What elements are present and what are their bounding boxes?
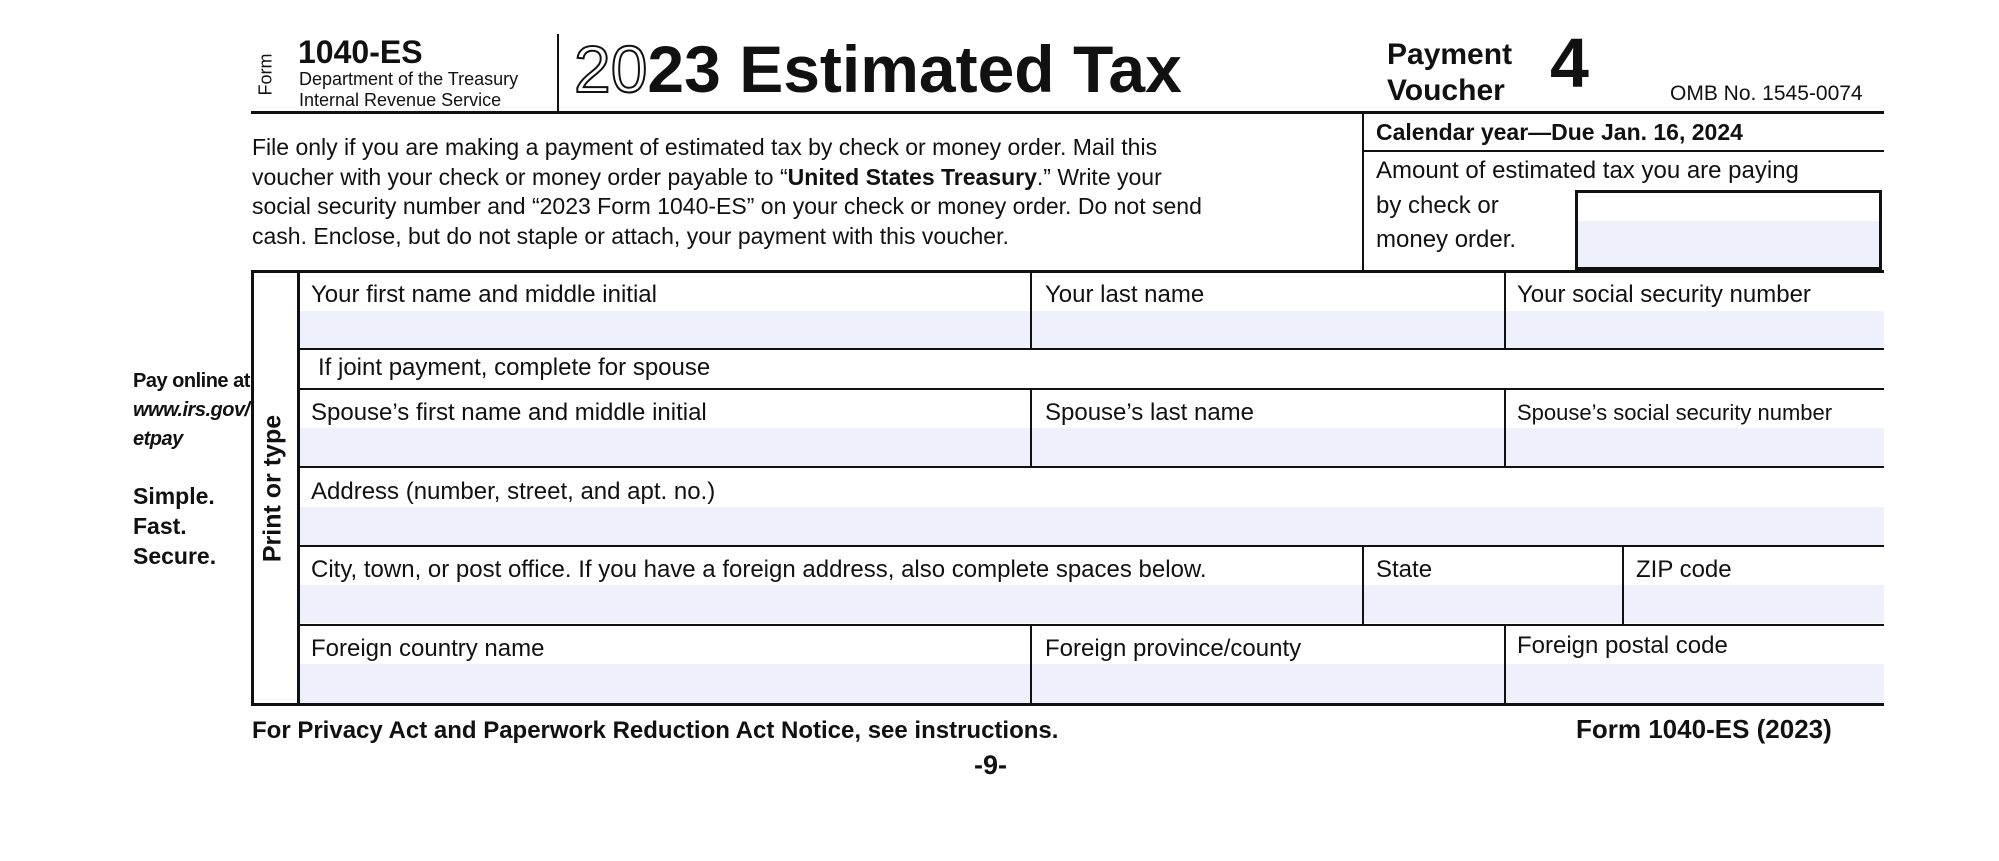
instructions-block: [252, 133, 1202, 251]
irs-pay-link[interactable]: www.irs.gov/: [133, 399, 250, 421]
grid-bottom-rule: [251, 703, 1884, 706]
privacy-notice: For Privacy Act and Paperwork Reduction Act Notice, see instructions.: [252, 717, 1059, 744]
city-label: City, town, or post office. If you have a foreign address, also complete spaces below.: [311, 556, 1207, 583]
calendar-box-left-rule: [1362, 111, 1364, 272]
title-text: Estimated Tax: [739, 32, 1182, 106]
print-or-type-label: Print or type: [258, 414, 287, 563]
irs-text: Internal Revenue Service: [299, 90, 502, 110]
instruction-line-1: File only if you are making a payment of estimated tax by check or money order. Mail this: [252, 134, 1158, 160]
row4-bottom-rule: [300, 545, 1884, 547]
form-word: Form: [255, 53, 276, 96]
row5-col2-rule: [1622, 547, 1624, 625]
joint-bottom-rule: [300, 388, 1884, 390]
foreign-province-input[interactable]: [1032, 664, 1504, 703]
instruction-line-3: social security number and “2023 Form 1040-ES” on your check or money order. Do not send: [252, 193, 1202, 219]
header-bottom-rule: [251, 111, 1884, 114]
first-name-label: Your first name and middle initial: [311, 281, 657, 308]
amount-label-3: money order.: [1376, 226, 1517, 253]
row5-col1-rule: [1362, 547, 1364, 625]
voucher-number: 4: [1550, 24, 1589, 102]
amount-label-2: by check or: [1376, 192, 1499, 219]
row3-col2-rule: [1504, 390, 1506, 466]
state-input[interactable]: [1364, 585, 1622, 623]
spouse-first-name-label: Spouse’s first name and middle initial: [311, 399, 707, 426]
amount-input[interactable]: [1575, 190, 1882, 270]
pay-online-text: Pay online at www.irs.gov/ etpay: [133, 370, 250, 450]
foreign-postal-label: Foreign postal code: [1517, 632, 1728, 659]
payment-label: Payment: [1387, 38, 1513, 71]
payee-name: United States Treasury: [787, 163, 1037, 190]
foreign-postal-input[interactable]: [1506, 664, 1884, 703]
form-label-vertical: [257, 44, 287, 104]
joint-payment-label: If joint payment, complete for spouse: [318, 354, 711, 381]
grid-top-rule: [251, 270, 1884, 273]
last-name-input[interactable]: [1032, 311, 1504, 348]
address-input[interactable]: [300, 507, 1884, 545]
row3-bottom-rule: [300, 466, 1884, 468]
simple-fast-secure: Simple. Fast. Secure.: [133, 483, 217, 569]
foreign-province-label: Foreign province/county: [1045, 635, 1302, 662]
page-number: -9-: [974, 750, 1007, 780]
row3-col1-rule: [1030, 390, 1032, 466]
first-name-input[interactable]: [300, 311, 1030, 348]
row1-col2-rule: [1504, 273, 1506, 348]
instruction-line-2: voucher with your check or money order payable to “United States Treasury.” Write your: [252, 163, 1162, 190]
row1-col1-rule: [1030, 273, 1032, 348]
department-text: Department of the Treasury: [299, 69, 519, 89]
row5-bottom-rule: [300, 624, 1884, 626]
row6-col1-rule: [1030, 626, 1032, 703]
page-title: [574, 32, 1182, 106]
spouse-ssn-label: Spouse’s social security number: [1517, 400, 1833, 425]
year-outline: 20: [574, 32, 648, 106]
city-input[interactable]: [300, 585, 1362, 623]
zip-input[interactable]: [1624, 585, 1884, 623]
calendar-due-text: Calendar year—Due Jan. 16, 2024: [1376, 119, 1743, 145]
zip-label: ZIP code: [1636, 556, 1732, 583]
omb-number: OMB No. 1545-0074: [1670, 82, 1863, 105]
year-bold: 23: [647, 32, 721, 106]
row6-col2-rule: [1504, 626, 1506, 703]
spouse-ssn-input[interactable]: [1506, 428, 1884, 466]
ssn-label: Your social security number: [1517, 281, 1811, 308]
spouse-last-name-input[interactable]: [1032, 428, 1504, 466]
form-number: 1040-ES: [298, 34, 423, 70]
address-label: Address (number, street, and apt. no.): [311, 478, 716, 505]
foreign-country-input[interactable]: [300, 664, 1030, 703]
ssn-input[interactable]: [1506, 311, 1884, 348]
calendar-divider-rule: [1362, 150, 1884, 152]
foreign-country-label: Foreign country name: [311, 635, 545, 662]
form-id-footer: Form 1040-ES (2023): [1576, 714, 1832, 744]
spouse-first-name-input[interactable]: [300, 428, 1030, 466]
last-name-label: Your last name: [1045, 281, 1205, 308]
amount-label-1: Amount of estimated tax you are paying: [1376, 157, 1799, 184]
row1-bottom-rule: [300, 348, 1884, 350]
instruction-line-4: cash. Enclose, but do not staple or attach, your payment with this voucher.: [252, 222, 1009, 249]
header-divider: [557, 34, 559, 112]
spouse-last-name-label: Spouse’s last name: [1045, 399, 1255, 426]
state-label: State: [1376, 556, 1433, 583]
voucher-label: Voucher: [1387, 74, 1505, 107]
